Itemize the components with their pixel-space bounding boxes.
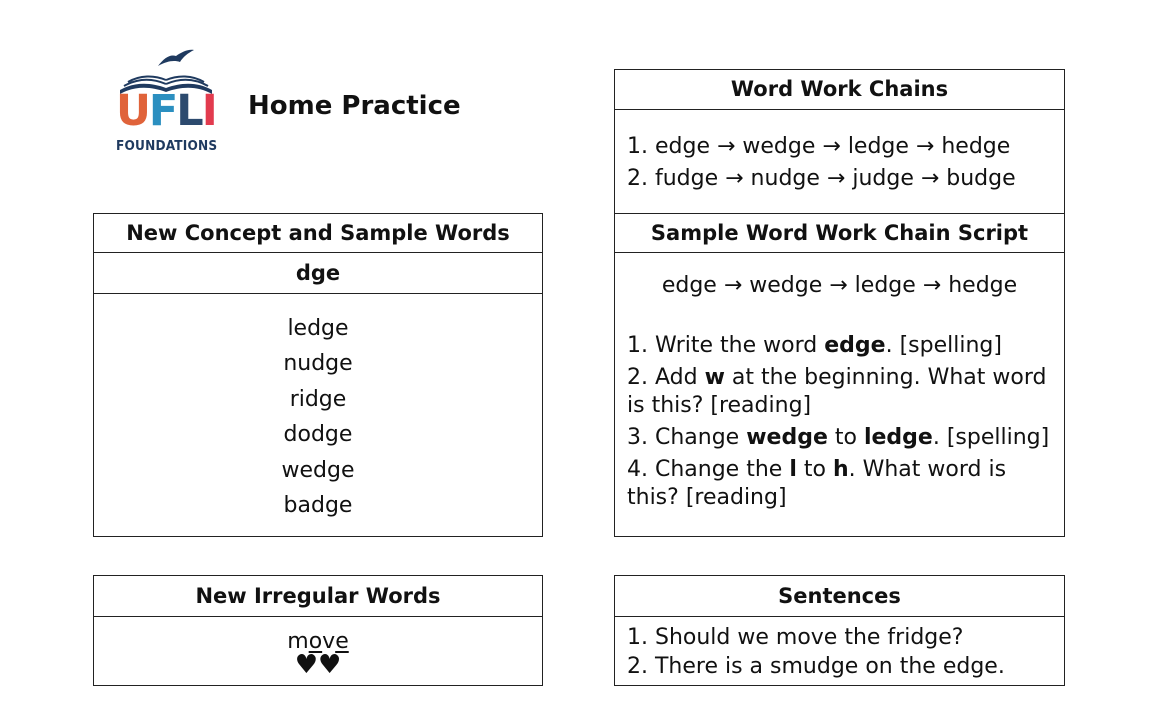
- chain-item: 2. fudge → nudge → judge → budge: [627, 166, 1016, 191]
- script-step: 2. Add w at the beginning. What word is this? [reading]: [627, 365, 1047, 418]
- logo-wordmark: [116, 88, 216, 134]
- irregular-words-heading: New Irregular Words: [94, 576, 542, 617]
- sentences-heading: Sentences: [615, 576, 1064, 617]
- concept-pattern: dge: [94, 253, 542, 294]
- new-concept-heading: New Concept and Sample Words: [94, 214, 542, 253]
- ufli-foundations-logo: [112, 46, 222, 158]
- logo-letter-u: U: [116, 86, 149, 136]
- word-work-chains-heading: Word Work Chains: [615, 70, 1064, 110]
- irregular-words-box: [93, 575, 543, 686]
- script-steps: [615, 302, 1064, 512]
- chain-item: 1. edge → wedge → ledge → hedge: [627, 134, 1011, 159]
- logo-letter-i: I: [201, 86, 216, 136]
- irregular-word: [94, 628, 542, 656]
- word-work-chains-box: [614, 69, 1065, 214]
- new-concept-box: [93, 213, 543, 537]
- irregular-word-heart-letter: o: [308, 629, 323, 654]
- sentences-box: [614, 575, 1065, 686]
- page-title: Home Practice: [248, 91, 461, 121]
- logo-letter-f: F: [148, 86, 177, 136]
- script-step: 1. Write the word edge. [spelling]: [627, 333, 1002, 358]
- irregular-word-letter: v: [322, 629, 336, 654]
- sentence-list: [615, 617, 1064, 681]
- sample-word: wedge: [281, 457, 355, 483]
- script-step: 4. Change the l to h. What word is this? [reading]: [627, 457, 1007, 510]
- heart-markers: [94, 650, 542, 680]
- irregular-word-heart-letter: e: [335, 629, 349, 654]
- sentence-item: 2. There is a smudge on the edge.: [627, 654, 1005, 679]
- sample-word: nudge: [283, 351, 353, 377]
- chain-list: [615, 110, 1064, 195]
- logo-letter-l: L: [176, 86, 202, 136]
- sample-word: badge: [283, 492, 353, 518]
- script-step: 3. Change wedge to ledge. [spelling]: [627, 425, 1050, 450]
- script-chain: edge → wedge → ledge → hedge: [661, 273, 1018, 298]
- sample-word: ledge: [287, 316, 349, 341]
- chain-script-box: [614, 213, 1065, 537]
- sample-word: dodge: [283, 422, 353, 448]
- irregular-word-letter: m: [287, 629, 309, 654]
- heart-icon: ♥: [294, 650, 318, 680]
- sample-word-list: [94, 294, 542, 523]
- sentence-item: 1. Should we move the fridge?: [627, 625, 964, 650]
- heart-icon: ♥: [318, 650, 342, 680]
- logo-subtitle: FOUNDATIONS: [116, 138, 218, 154]
- sample-word: ridge: [289, 386, 347, 412]
- chain-script-heading: Sample Word Work Chain Script: [615, 214, 1064, 253]
